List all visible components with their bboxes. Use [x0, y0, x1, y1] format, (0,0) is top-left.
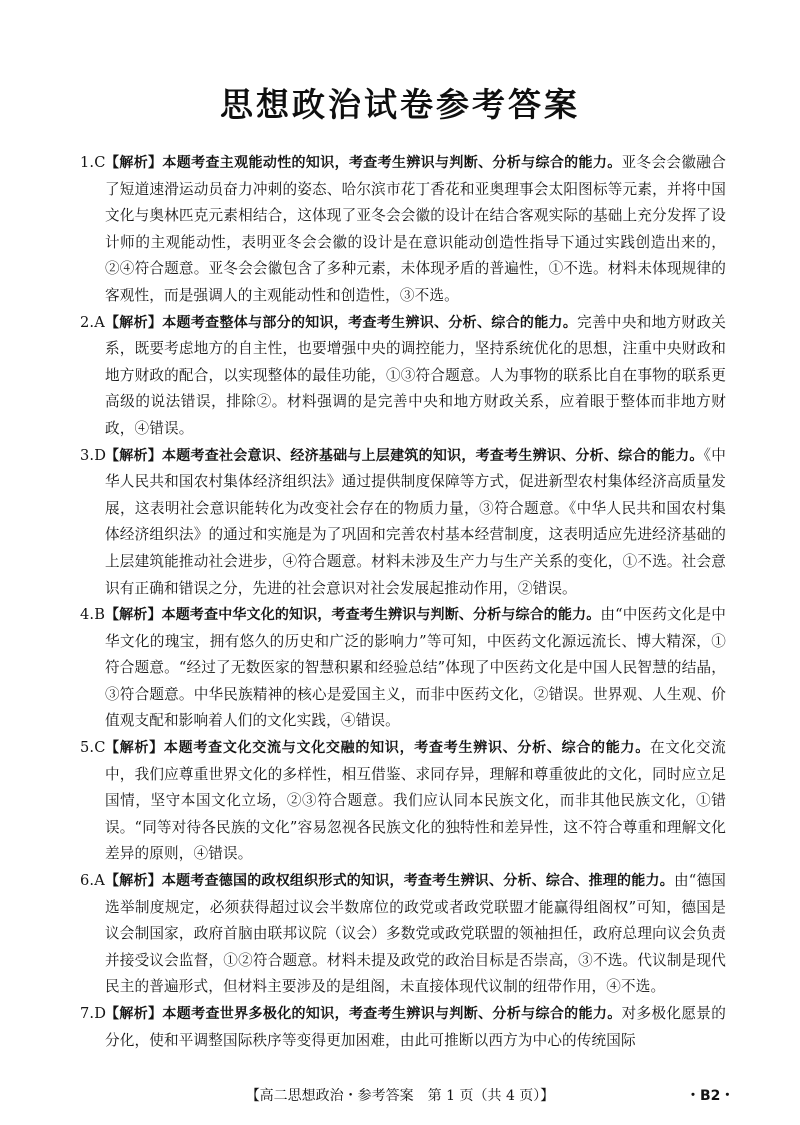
- analysis-tag: 【解析】: [105, 1006, 163, 1022]
- answer-item-2: [80, 310, 726, 443]
- answer-item-7: [80, 1001, 726, 1054]
- answer-list: [80, 150, 726, 1054]
- analysis-lead: 本题考查世界多极化的知识，考查考生辨识与判断、分析与综合的能力。: [162, 1006, 622, 1022]
- answer-number: 6.A: [80, 872, 105, 890]
- analysis-lead: 本题考查社会意识、经济基础与上层建筑的知识，考查考生辨识、分析、综合的能力。: [162, 447, 704, 464]
- analysis-text: 对多极化愿景的分化，使和平调整国际秩序等变得更加困难，由此可推断以西方为中心的传统国际: [105, 1005, 726, 1049]
- analysis-lead: 本题考查整体与部分的知识，考查考生辨识、分析、综合的能力。: [162, 314, 578, 331]
- analysis-text: 由“中医药文化是中华文化的瑰宝，拥有悠久的历史和广泛的影响力”等可知，中医药文化源远流长、博大精深，①符合题意。“经过了无数医家的智慧积累和经验总结”体现了中医药文化是中国人民智慧的结晶，③符合题意。中华民族精神的核心是爱国主义，而非中医药文化，②错误。世界观、人生观、价值观支配和影响着人们的文化实践，④错误。: [105, 606, 727, 730]
- analysis-text: 在文化交流中，我们应尊重世界文化的多样性，相互借鉴、求同存异，理解和尊重彼此的文化，同时应立足国情，坚守本国文化立场，②③符合题意。我们应认同本民族文化，而非其他民族文化，①错误。“同等对待各民族的文化”容易忽视各民族文化的独特性和差异性，这不符合尊重和理解文化差异的原则，④错误。: [105, 739, 726, 863]
- answer-number: 2.A: [80, 313, 105, 331]
- analysis-tag: 【解析】: [105, 155, 163, 171]
- analysis-lead: 本题考查主观能动性的知识，考查考生辨识与判断、分析与综合的能力。: [162, 155, 622, 171]
- analysis-text: 由“德国选举制度规定，必须获得超过议会半数席位的政党或者政党联盟才能赢得组阁权”可知，德国是议会制国家，政府首脑由联邦议院（议会）多数党或政党联盟的领袖担任，政府总理向议会负责并接受议会监督，①②符合题意。材料未提及政党的政治目标是否崇高，③不选。代议制是现代民主的普遍形式，但材料主要涉及的是组阁，未直接体现代议制的纽带作用，④不选。: [105, 872, 726, 996]
- analysis-tag: 【解析】: [105, 447, 163, 464]
- answer-number: 4.B: [80, 606, 106, 624]
- answer-item-5: [80, 735, 726, 868]
- analysis-text: 亚冬会会徽融合了短道速滑运动员奋力冲刺的姿态、哈尔滨市花丁香花和亚奥理事会太阳图标等元素，并将中国文化与奥林匹克元素相结合，这体现了亚冬会会徽的设计在结合客观实际的基础上充分发挥了设计师的主观能动性，表明亚冬会会徽的设计是在意识能动创造性指导下通过实践创造出来的，②④符合题意。亚冬会会徽包含了多种元素，未体现矛盾的普遍性，①不选。材料未体现规律的客观性，而是强调人的主观能动性和创造性，③不选。: [105, 154, 726, 304]
- answer-item-3: [80, 443, 726, 603]
- answer-number: 1.C: [80, 154, 106, 171]
- analysis-text: 《中华人民共和国农村集体经济组织法》通过提供制度保障等方式，促进新型农村集体经济高质量发展，这表明社会意识能转化为改变社会存在的物质力量，③符合题意。《中华人民共和国农村集体经济组织法》的通过和实施是为了巩固和完善农村基本经营制度，这表明适应先进经济基础的上层建筑能推动社会进步，④符合题意。材料未涉及生产力与生产关系的变化，①不选。社会意识有正确和错误之分，先进的社会意识对社会发展起推动作用，②错误。: [105, 446, 726, 597]
- analysis-tag: 【解析】: [105, 740, 164, 757]
- answer-item-6: [80, 868, 726, 1001]
- analysis-tag: 【解析】: [105, 314, 163, 331]
- analysis-text: 完善中央和地方财政关系，既要考虑地方的自主性，也要增强中央的调控能力，坚持系统优化的思想，注重中央财政和地方财政的配合，以实现整体的最佳功能，①③符合题意。人为事物的联系比自在事物的联系更高级的说法错误，排除②。材料强调的是完善中央和地方财政关系，应着眼于整体而非地方财政，④错误。: [105, 313, 726, 437]
- analysis-tag: 【解析】: [105, 873, 162, 890]
- footer-page-info: 【高二思想政治・参考答案 第 1 页（共 4 页）】: [245, 1088, 555, 1104]
- answer-number: 7.D: [80, 1005, 107, 1022]
- answer-item-4: [80, 602, 726, 735]
- analysis-lead: 本题考查德国的政权组织形式的知识，考查考生辨识、分析、综合、推理的能力。: [161, 873, 674, 890]
- answer-number: 5.C: [80, 739, 106, 757]
- answer-number: 3.D: [80, 446, 107, 464]
- page-footer: [0, 1085, 800, 1109]
- footer-code: ・B2・: [686, 1088, 735, 1104]
- analysis-tag: 【解析】: [105, 607, 162, 624]
- analysis-lead: 本题考查文化交流与文化交融的知识，考查考生辨识、分析、综合的能力。: [163, 740, 650, 757]
- answer-item-1: [80, 150, 726, 310]
- page-title: 思想政治试卷参考答案: [220, 85, 580, 124]
- analysis-lead: 本题考查中华文化的知识，考查考生辨识与判断、分析与综合的能力。: [161, 607, 601, 624]
